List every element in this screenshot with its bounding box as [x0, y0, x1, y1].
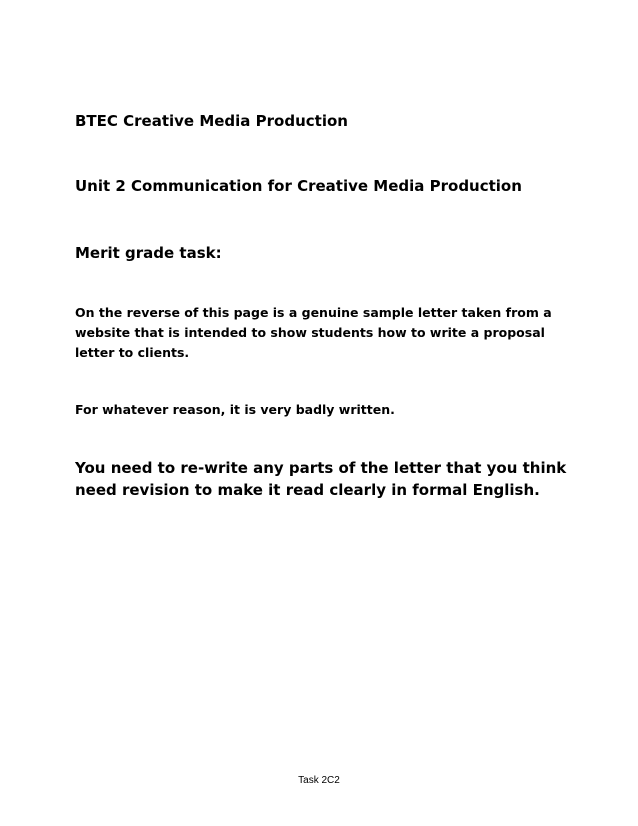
intro-line-1: On the reverse of this page is a genuine sample letter taken from a	[75, 305, 552, 320]
intro-line-3: letter to clients.	[75, 345, 190, 360]
intro-line-2: website that is intended to show students how to write a proposal	[75, 325, 545, 340]
note-text: For whatever reason, it is very badly written.	[75, 402, 395, 417]
instruction-line-1: You need to re-write any parts of the letter that you think	[75, 459, 567, 477]
instruction-line-2: need revision to make it read clearly in formal English.	[75, 481, 540, 499]
task-heading: Merit grade task:	[75, 244, 222, 262]
course-title: BTEC Creative Media Production	[75, 112, 348, 130]
unit-title: Unit 2 Communication for Creative Media Production	[75, 177, 522, 195]
page-footer: Task 2C2	[298, 775, 340, 786]
